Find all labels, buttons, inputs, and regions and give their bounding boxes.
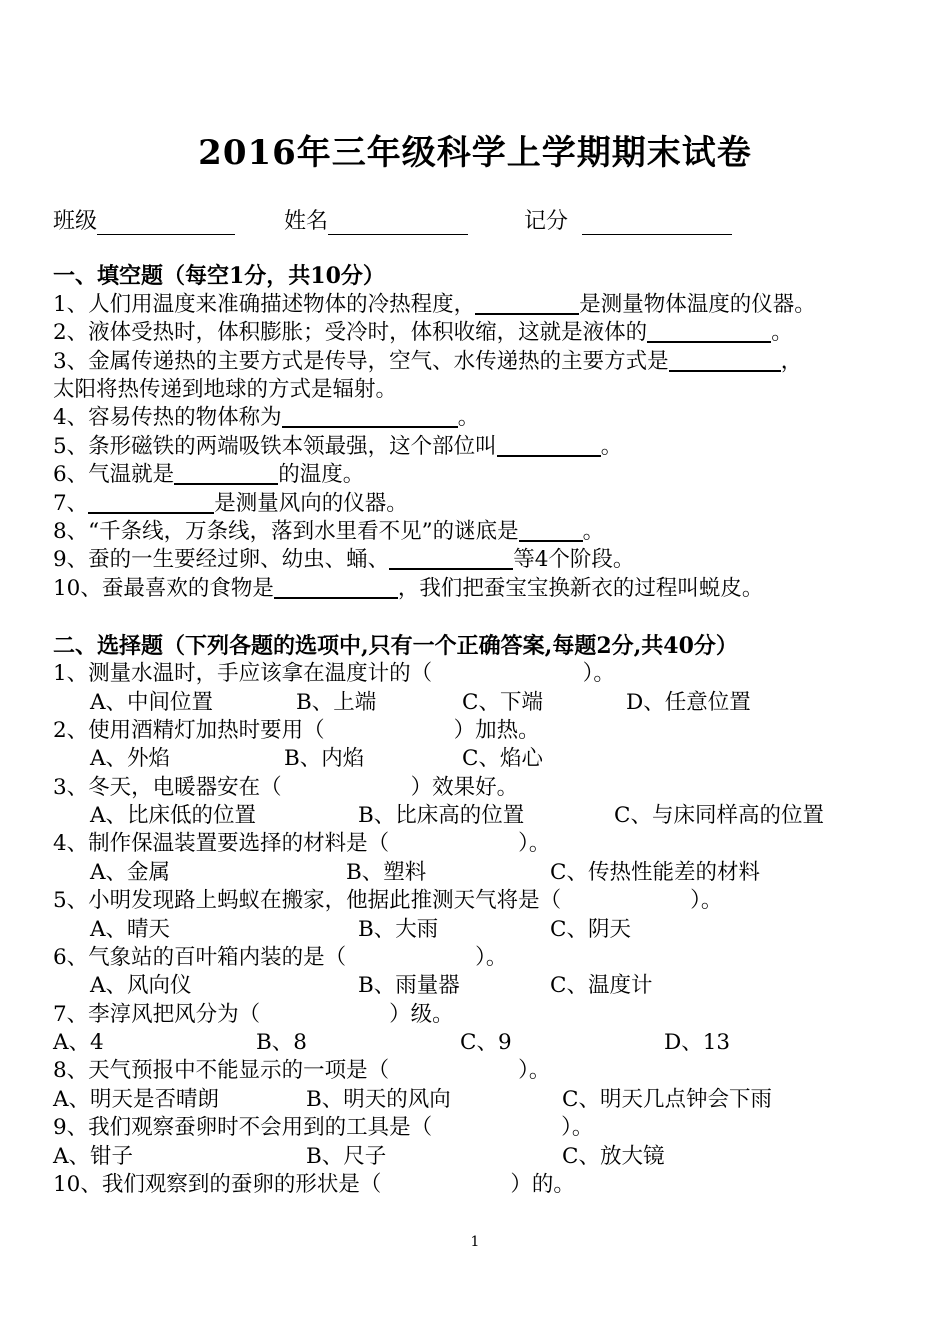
fill-q9	[53, 546, 634, 574]
choice-q5-option-b[interactable]: B、大雨	[358, 917, 439, 942]
choice-q8-option-c[interactable]: C、明天几点钟会下雨	[562, 1087, 772, 1112]
choice-q5-option-a[interactable]: A、晴天	[90, 917, 171, 942]
choice-q2-option-b[interactable]: B、内焰	[284, 746, 365, 771]
fill-q7-blank[interactable]	[88, 490, 214, 514]
fill-q7	[53, 490, 408, 518]
choice-q7-option-c[interactable]: C、9	[460, 1030, 512, 1055]
fill-q3-blank[interactable]	[669, 348, 781, 372]
choice-q1-option-d[interactable]: D、任意位置	[626, 690, 751, 715]
choice-q3-option-c[interactable]: C、与床同样高的位置	[614, 803, 824, 828]
choice-q8-option-a[interactable]: A、明天是否晴朗	[53, 1087, 220, 1112]
choice-q1-option-b[interactable]: B、上端	[296, 690, 377, 715]
choice-q4-option-a[interactable]: A、金属	[90, 860, 171, 885]
choice-q3: 3、冬天，电暖器安在（ ）效果好。	[53, 775, 519, 800]
fill-q3-line2: 太阳将热传递到地球的方式是辐射。	[53, 377, 398, 402]
name-label: 姓名	[284, 209, 329, 234]
fill-q9-text: 9、蚕的一生要经过卵、幼虫、蛹、	[53, 547, 390, 572]
fill-q10-text: 10、蚕最喜欢的食物是	[53, 576, 274, 601]
page-number: 1	[470, 1234, 480, 1250]
fill-q4-text: 4、容易传热的物体称为	[53, 405, 282, 430]
fill-q2-blank[interactable]	[647, 319, 771, 343]
choice-q6-option-a[interactable]: A、风向仪	[90, 973, 192, 998]
choice-q4-option-c[interactable]: C、传热性能差的材料	[550, 860, 760, 885]
choice-q7: 7、李淳风把风分为（ ）级。	[53, 1002, 454, 1027]
fill-q5-text: 5、条形磁铁的两端吸铁本领最强，这个部位叫	[53, 434, 497, 459]
score-blank[interactable]	[582, 212, 732, 235]
choice-q9: 9、我们观察蚕卵时不会用到的工具是（ ）。	[53, 1115, 594, 1140]
choice-q9-option-a[interactable]: A、钳子	[53, 1144, 134, 1169]
choice-q2-option-a[interactable]: A、外焰	[90, 746, 171, 771]
fill-q8	[53, 518, 604, 546]
fill-q2-tail: 。	[771, 320, 793, 345]
fill-q9-blank[interactable]	[389, 546, 513, 570]
fill-q10	[53, 575, 763, 603]
choice-q5-option-c[interactable]: C、阴天	[550, 917, 631, 942]
fill-q3	[53, 348, 802, 376]
choice-q6: 6、气象站的百叶箱内装的是（ ）。	[53, 945, 508, 970]
choice-q5: 5、小明发现路上蚂蚁在搬家，他据此推测天气将是（ ）。	[53, 888, 723, 913]
fill-q7-text: 7、	[53, 491, 89, 516]
choice-q6-option-b[interactable]: B、雨量器	[358, 973, 460, 998]
class-label: 班级	[53, 209, 98, 234]
choice-q2: 2、使用酒精灯加热时要用（ ）加热。	[53, 718, 540, 743]
choice-q2-option-c[interactable]: C、焰心	[462, 746, 543, 771]
fill-q10-tail: ，我们把蚕宝宝换新衣的过程叫蜕皮。	[397, 576, 764, 601]
fill-q5	[53, 433, 622, 461]
choice-q3-option-a[interactable]: A、比床低的位置	[90, 803, 257, 828]
fill-q1	[53, 291, 816, 319]
choice-q1-option-a[interactable]: A、中间位置	[90, 690, 214, 715]
fill-q10-blank[interactable]	[274, 575, 398, 599]
fill-q4-blank[interactable]	[282, 404, 458, 428]
fill-q6	[53, 461, 364, 489]
name-field	[284, 204, 468, 235]
fill-q5-blank[interactable]	[497, 433, 601, 457]
choice-q4-option-b[interactable]: B、塑料	[346, 860, 427, 885]
fill-q7-tail: 是测量风向的仪器。	[214, 491, 408, 516]
exam-title: 2016年三年级科学上学期期末试卷	[198, 133, 752, 173]
choice-q7-option-b[interactable]: B、8	[256, 1030, 307, 1055]
choice-q8-option-b[interactable]: B、明天的风向	[306, 1087, 451, 1112]
fill-q6-tail: 的温度。	[278, 462, 365, 487]
fill-q4-tail: 。	[457, 405, 480, 430]
choice-q3-option-b[interactable]: B、比床高的位置	[358, 803, 525, 828]
fill-q6-blank[interactable]	[174, 461, 278, 485]
fill-q9-tail: 等4个阶段。	[513, 547, 635, 572]
choice-q7-option-a[interactable]: A、4	[53, 1030, 104, 1055]
fill-q1-tail: 是测量物体温度的仪器。	[579, 292, 816, 317]
fill-q4	[53, 404, 479, 432]
fill-q2	[53, 319, 793, 347]
choice-q6-option-c[interactable]: C、温度计	[550, 973, 653, 998]
choice-q1: 1、测量水温时，手应该拿在温度计的（ ）。	[53, 661, 615, 686]
class-field	[53, 204, 235, 235]
choice-q1-option-c[interactable]: C、下端	[462, 690, 543, 715]
class-blank[interactable]	[97, 212, 235, 235]
choice-q9-option-b[interactable]: B、尺子	[306, 1144, 387, 1169]
fill-q2-text: 2、液体受热时，体积膨胀；受冷时，体积收缩，这就是液体的	[53, 320, 648, 345]
fill-q1-blank[interactable]	[475, 291, 579, 315]
name-blank[interactable]	[328, 212, 468, 235]
fill-q6-text: 6、气温就是	[53, 462, 175, 487]
fill-q3-tail: ，	[780, 349, 803, 374]
choice-q4: 4、制作保温装置要选择的材料是（ ）。	[53, 831, 551, 856]
section1-heading: 一、填空题（每空1分，共10分）	[53, 263, 385, 289]
fill-q8-text: 8、“千条线，万条线，落到水里看不见”的谜底是	[53, 519, 519, 544]
choice-q8: 8、天气预报中不能显示的一项是（ ）。	[53, 1058, 551, 1083]
fill-q8-blank[interactable]	[519, 518, 583, 542]
fill-q5-tail: 。	[600, 434, 623, 459]
fill-q3-text: 3、金属传递热的主要方式是传导，空气、水传递热的主要方式是	[53, 349, 669, 374]
fill-q1-text: 1、人们用温度来准确描述物体的冷热程度，	[53, 292, 476, 317]
choice-q9-option-c[interactable]: C、放大镜	[562, 1144, 665, 1169]
score-label: 记分	[524, 209, 569, 234]
score-field	[524, 204, 732, 235]
fill-q8-tail: 。	[582, 519, 605, 544]
section2-heading: 二、选择题（下列各题的选项中,只有一个正确答案,每题2分,共40分）	[53, 633, 738, 659]
choice-q10: 10、我们观察到的蚕卵的形状是（ ）的。	[53, 1172, 575, 1197]
choice-q7-option-d[interactable]: D、13	[664, 1030, 731, 1055]
